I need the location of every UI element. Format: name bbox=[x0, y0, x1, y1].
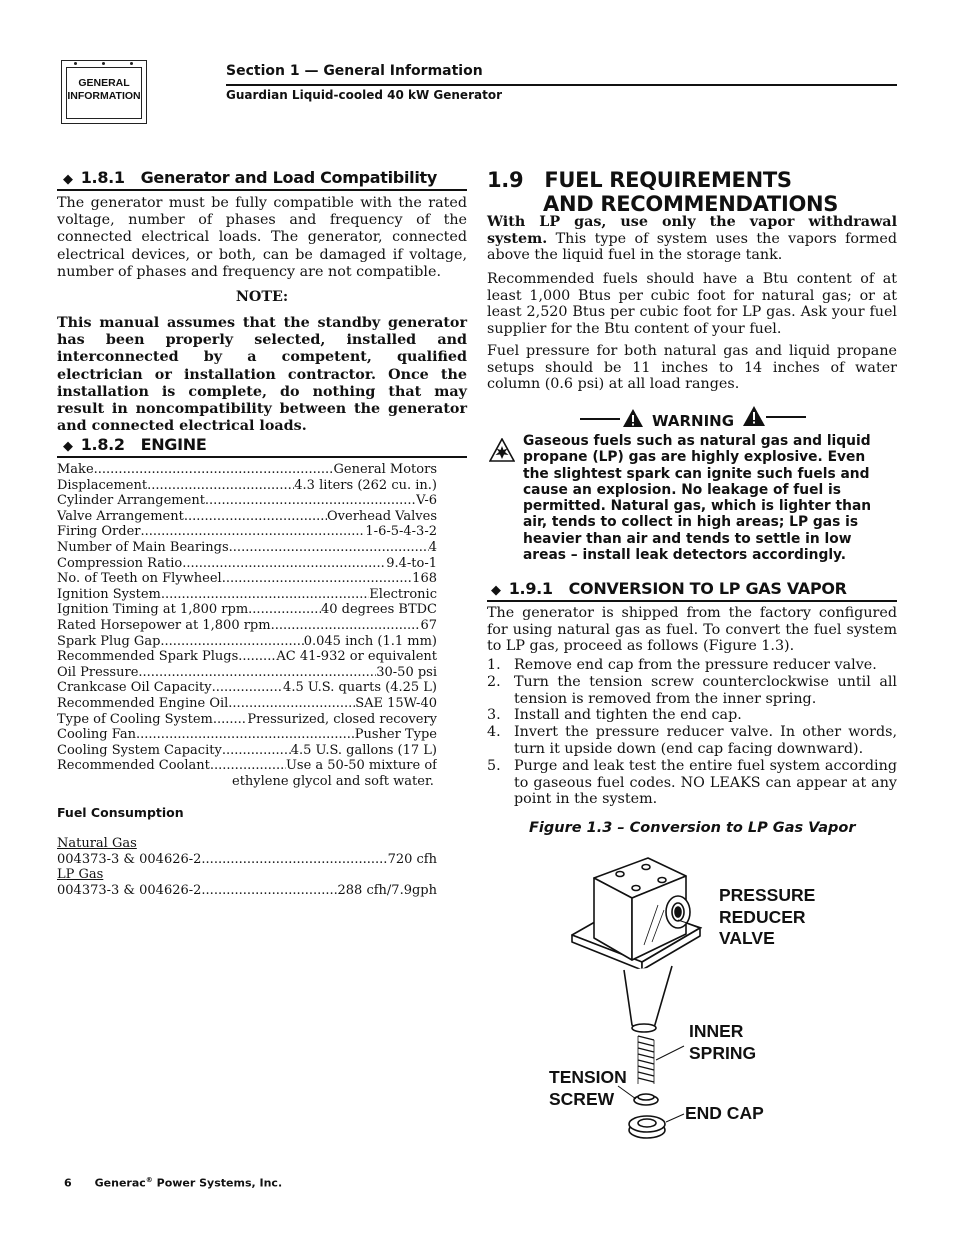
spec-row-continuation: ethylene glycol and soft water. bbox=[232, 773, 434, 789]
fuel-consumption-table bbox=[57, 836, 437, 898]
warning-rule-right bbox=[766, 416, 806, 418]
warning-triangle-icon bbox=[742, 405, 766, 427]
compat-heading: ◆ 1.8.1 Generator and Load Compatibility bbox=[63, 168, 437, 187]
natural-gas-row: 004373-3 & 004626-2 ..... 720 cfh bbox=[57, 852, 437, 868]
section-tab bbox=[61, 60, 147, 124]
lp-gas-row: 004373-3 & 004626-2 ..... 288 cfh/7.9gph bbox=[57, 883, 437, 899]
callout-end-cap: END CAP bbox=[685, 1103, 764, 1123]
spec-row: Valve Arrangement ..... Overhead Valves bbox=[57, 509, 437, 525]
page-number: 6 bbox=[64, 1176, 72, 1190]
spec-row: Compression Ratio ..... 9.4-to-1 bbox=[57, 556, 437, 572]
spec-row: Make ..... General Motors bbox=[57, 462, 437, 478]
conversion-heading: ◆ 1.9.1 CONVERSION TO LP GAS VAPOR bbox=[491, 579, 847, 598]
list-item: 5. Purge and leak test the entire fuel system according to gaseous fuel codes. NO LEAKS can appear at any point in the system. bbox=[487, 757, 897, 808]
note-text: This manual assumes that the standby generator has been properly selected, installed and interconnected by a competent, qualified electrician or installation contractor. Once the installation is complete, do nothing that may result in noncompatibility between the generator and connected electrical loads. bbox=[57, 315, 467, 435]
fuel-consumption-title: Fuel Consumption bbox=[57, 805, 184, 820]
diamond-bullet-icon: ◆ bbox=[491, 583, 501, 598]
spec-row: Cooling Fan ..... Pusher Type bbox=[57, 727, 437, 743]
tab-line-2: INFORMATION bbox=[67, 90, 141, 102]
engine-rule bbox=[57, 456, 467, 458]
spec-row: Crankcase Oil Capacity ..... 4.5 U.S. quarts (4.25 L) bbox=[57, 680, 437, 696]
spec-row: Recommended Coolant ..... Use a 50-50 mixture of bbox=[57, 758, 437, 774]
spec-row: Cylinder Arrangement ..... V-6 bbox=[57, 493, 437, 509]
conversion-steps bbox=[487, 657, 897, 808]
spec-row: Recommended Engine Oil ..... SAE 15W-40 bbox=[57, 696, 437, 712]
spec-row: Rated Horsepower at 1,800 rpm ..... 67 bbox=[57, 618, 437, 634]
section-title: Section 1 — General Information bbox=[226, 63, 483, 79]
spec-row: Recommended Spark Plugs ..... AC 41-932 or equivalent bbox=[57, 649, 437, 665]
spec-row: No. of Teeth on Flywheel ..... 168 bbox=[57, 571, 437, 587]
fuel-heading: 1.9 FUEL REQUIREMENTS AND RECOMMENDATIONS bbox=[487, 168, 839, 216]
warning-rule-left bbox=[580, 418, 620, 420]
spec-row: Ignition System ..... Electronic bbox=[57, 587, 437, 603]
diamond-bullet-icon: ◆ bbox=[63, 439, 73, 454]
compat-paragraph: The generator must be fully compatible with the rated voltage, number of phases and frequency of the connected electrical loads. The generator, connected electrical devices, or both, can be damaged if voltage, number of phases and frequency are not compatible. bbox=[57, 195, 467, 280]
section-tab-label bbox=[66, 67, 142, 119]
header-rule bbox=[226, 84, 897, 86]
list-item: 2. Turn the tension screw counterclockwise until all tension is removed from the inner spring. bbox=[487, 673, 897, 707]
natural-gas-label: Natural Gas bbox=[57, 836, 137, 852]
explosion-hazard-icon bbox=[489, 438, 515, 462]
warning-text: Gaseous fuels such as natural gas and liquid propane (LP) gas are highly explosive. Even the slightest spark can ignite such fuels and cause an explosion. No leakage of fuel is permitted. Natural gas, which is lighter than air, tends to collect in high areas; LP gas is heavier than air and tends to settle in low areas – install leak detectors accordingly. bbox=[523, 433, 872, 564]
diamond-bullet-icon: ◆ bbox=[63, 172, 73, 187]
engine-heading: ◆ 1.8.2 ENGINE bbox=[63, 435, 207, 454]
callout-inner-spring: INNER SPRING bbox=[689, 1021, 757, 1063]
fuel-paragraph-2: Recommended fuels should have a Btu content of at least 1,000 Btus per cubic foot for natural gas; or at least 2,520 Btus per cubic foot for LP gas. Ask your fuel supplier for the Btu content of your fuel. bbox=[487, 271, 897, 337]
spec-row: Spark Plug Gap ..... 0.045 inch (1.1 mm) bbox=[57, 634, 437, 650]
list-item: 3. Install and tighten the end cap. bbox=[487, 707, 742, 724]
spec-row: Oil Pressure ..... 30-50 psi bbox=[57, 665, 437, 681]
warning-triangle-icon bbox=[622, 408, 644, 428]
conversion-intro: The generator is shipped from the factory configured for using natural gas as fuel. To convert the fuel system to LP gas, proceed as follows (Figure 1.3). bbox=[487, 605, 897, 654]
spec-row: Type of Cooling System ..... Pressurized, closed recovery bbox=[57, 712, 437, 728]
fuel-paragraph-3: Fuel pressure for both natural gas and liquid propane setups should be 11 inches to 14 inches of water column (0.6 psi) at all load ranges. bbox=[487, 343, 897, 392]
list-item: 1. Remove end cap from the pressure reducer valve. bbox=[487, 657, 877, 673]
list-item: 4. Invert the pressure reducer valve. In other words, turn it upside down (end cap facing downward). bbox=[487, 724, 897, 757]
spec-row: Number of Main Bearings ..... 4 bbox=[57, 540, 437, 556]
spec-row: Ignition Timing at 1,800 rpm ..... 40 degrees BTDC bbox=[57, 602, 437, 618]
callout-tension-screw: TENSION SCREW bbox=[549, 1067, 627, 1109]
page-footer: 6 Generac® Power Systems, Inc. bbox=[64, 1176, 283, 1190]
warning-label: WARNING bbox=[652, 412, 735, 430]
spec-row: Displacement ..... 4.3 liters (262 cu. in.) bbox=[57, 478, 437, 494]
callout-pressure-reducer-valve: PRESSURE REDUCER VALVE bbox=[719, 885, 816, 948]
lp-gas-label: LP Gas bbox=[57, 867, 104, 883]
document-subtitle: Guardian Liquid-cooled 40 kW Generator bbox=[226, 88, 502, 102]
tab-line-1: GENERAL bbox=[78, 77, 130, 89]
conversion-rule bbox=[487, 600, 897, 602]
spec-row: Cooling System Capacity ..... 4.5 U.S. gallons (17 L) bbox=[57, 743, 437, 759]
figure-caption: Figure 1.3 – Conversion to LP Gas Vapor bbox=[529, 820, 856, 836]
engine-spec-list bbox=[57, 462, 437, 789]
compat-rule bbox=[57, 189, 467, 191]
fuel-paragraph-1: With LP gas, use only the vapor withdrawal system. This type of system uses the vapors formed above the liquid fuel in the storage tank. bbox=[487, 214, 897, 263]
spec-row: Firing Order ..... 1-6-5-4-3-2 bbox=[57, 524, 437, 540]
note-label: NOTE: bbox=[235, 289, 289, 305]
